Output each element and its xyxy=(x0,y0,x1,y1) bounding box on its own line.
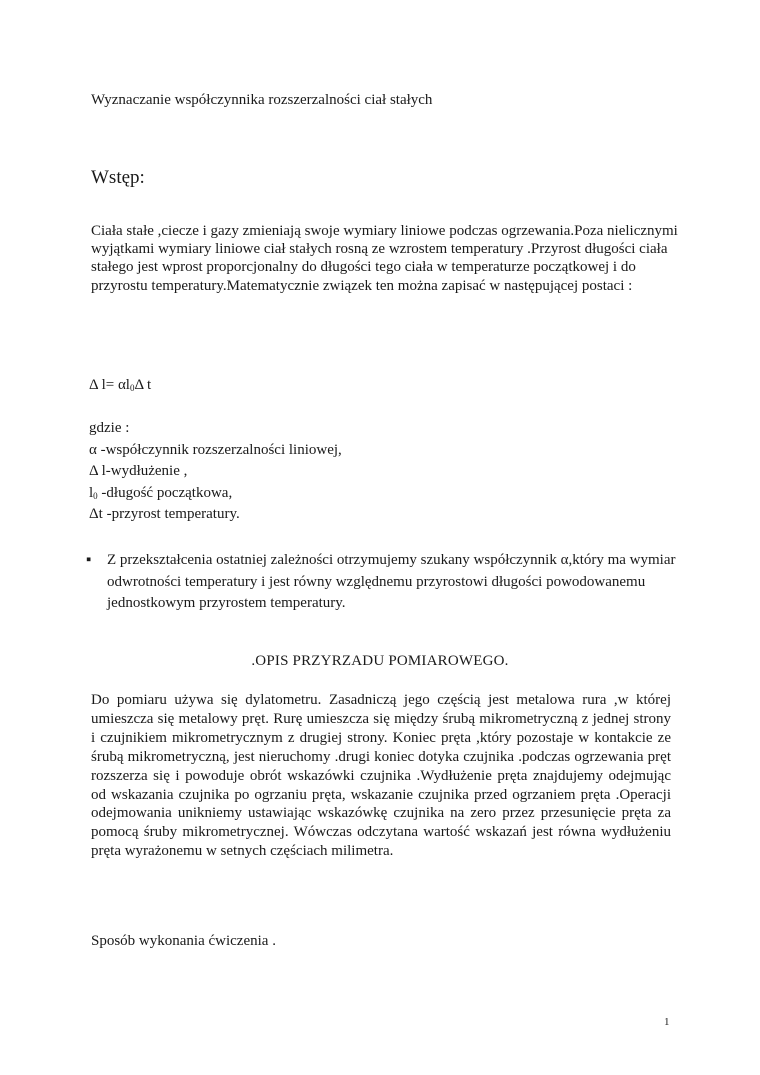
definition-symbol: Δ l xyxy=(89,463,106,480)
description-paragraph: Do pomiaru używa się dylatometru. Zasadniczą jego częścią jest metalowa rura ,w której umieszcza się metalowy pręt. Rurę umieszcza się między śrubą mikrometryczną z jednej strony i czujnikiem mikrometrycznym z drugiej strony. Koniec pręta ,który pozostaje w kontakcie ze śrubą mikrometryczną, jest nieruchomy .drugi koniec dotyka czujnika .podczas ogrzewania pręt rozszerza się i powoduje obrót wskazówki czujnika .Wydłużenie pręta znajdujemy odejmując od wskazania czujnika po ogrzaniu pręta, wskazanie czujnika przed ogrzaniem pręta .Operacji odejmowania unikniemy ustawiając wskazówkę czujnika na zero przez przesunięcie pręta za pomocą śruby mikrometrycznej. Wówczas odczytana wartość wskazań jest równa wydłużeniu pręta wyrażonemu w setnych częściach milimetra. xyxy=(91,692,671,860)
definition-delta-t xyxy=(89,504,342,526)
section-heading: .OPIS PRZYRZADU POMIAROWEGO. xyxy=(251,653,509,669)
bullet-text: Z przekształcenia ostatniej zależności otrzymujemy szukany współczynnik α,który ma wymiar odwrotności temperatury i jest równy względnemu przyrostowi długości powodowanemu jednostkowym przyrostem temperatury. xyxy=(107,552,676,611)
definition-delta-l xyxy=(89,461,342,483)
where-label: gdzie : xyxy=(89,420,130,436)
definition-text: -wydłużenie , xyxy=(105,463,188,480)
formula-rhs: Δ t xyxy=(134,377,152,393)
intro-heading: Wstęp: xyxy=(91,167,145,188)
definition-text: -długość początkowa, xyxy=(97,484,233,501)
method-heading: Sposób wykonania ćwiczenia . xyxy=(91,933,276,949)
definition-symbol: Δt xyxy=(89,506,103,523)
page-number: 1 xyxy=(664,1016,670,1028)
formula-lhs: Δ l= αl xyxy=(89,377,130,393)
expansion-formula xyxy=(89,377,151,394)
definition-alpha xyxy=(89,440,342,462)
definition-l0 xyxy=(89,483,342,505)
definition-symbol: α xyxy=(89,441,97,458)
definitions-list xyxy=(89,418,342,526)
definition-subscript: 0 xyxy=(93,490,98,501)
intro-paragraph: Ciała stałe ,ciecze i gazy zmieniają swoje wymiary liniowe podczas ogrzewania.Poza nielicznymi wyjątkami wymiary liniowe ciał stałych rosną ze wzrostem temperatury .Przyrost długości ciała stałego jest wprost proporcjonalny do długości tego ciała w temperaturze początkowej i do przyrostu temperatury.Matematycznie związek ten można zapisać w następującej postaci : xyxy=(91,223,678,294)
definition-symbol: l xyxy=(89,484,94,501)
bullet-marker-icon: ▪ xyxy=(86,552,92,568)
conclusion-bullet xyxy=(86,550,676,615)
document-title: Wyznaczanie współczynnika rozszerzalności ciał stałych xyxy=(91,92,433,108)
formula-subscript: 0 xyxy=(129,383,135,393)
definition-text: -współczynnik rozszerzalności liniowej, xyxy=(96,441,342,458)
definition-text: -przyrost temperatury. xyxy=(102,506,240,523)
